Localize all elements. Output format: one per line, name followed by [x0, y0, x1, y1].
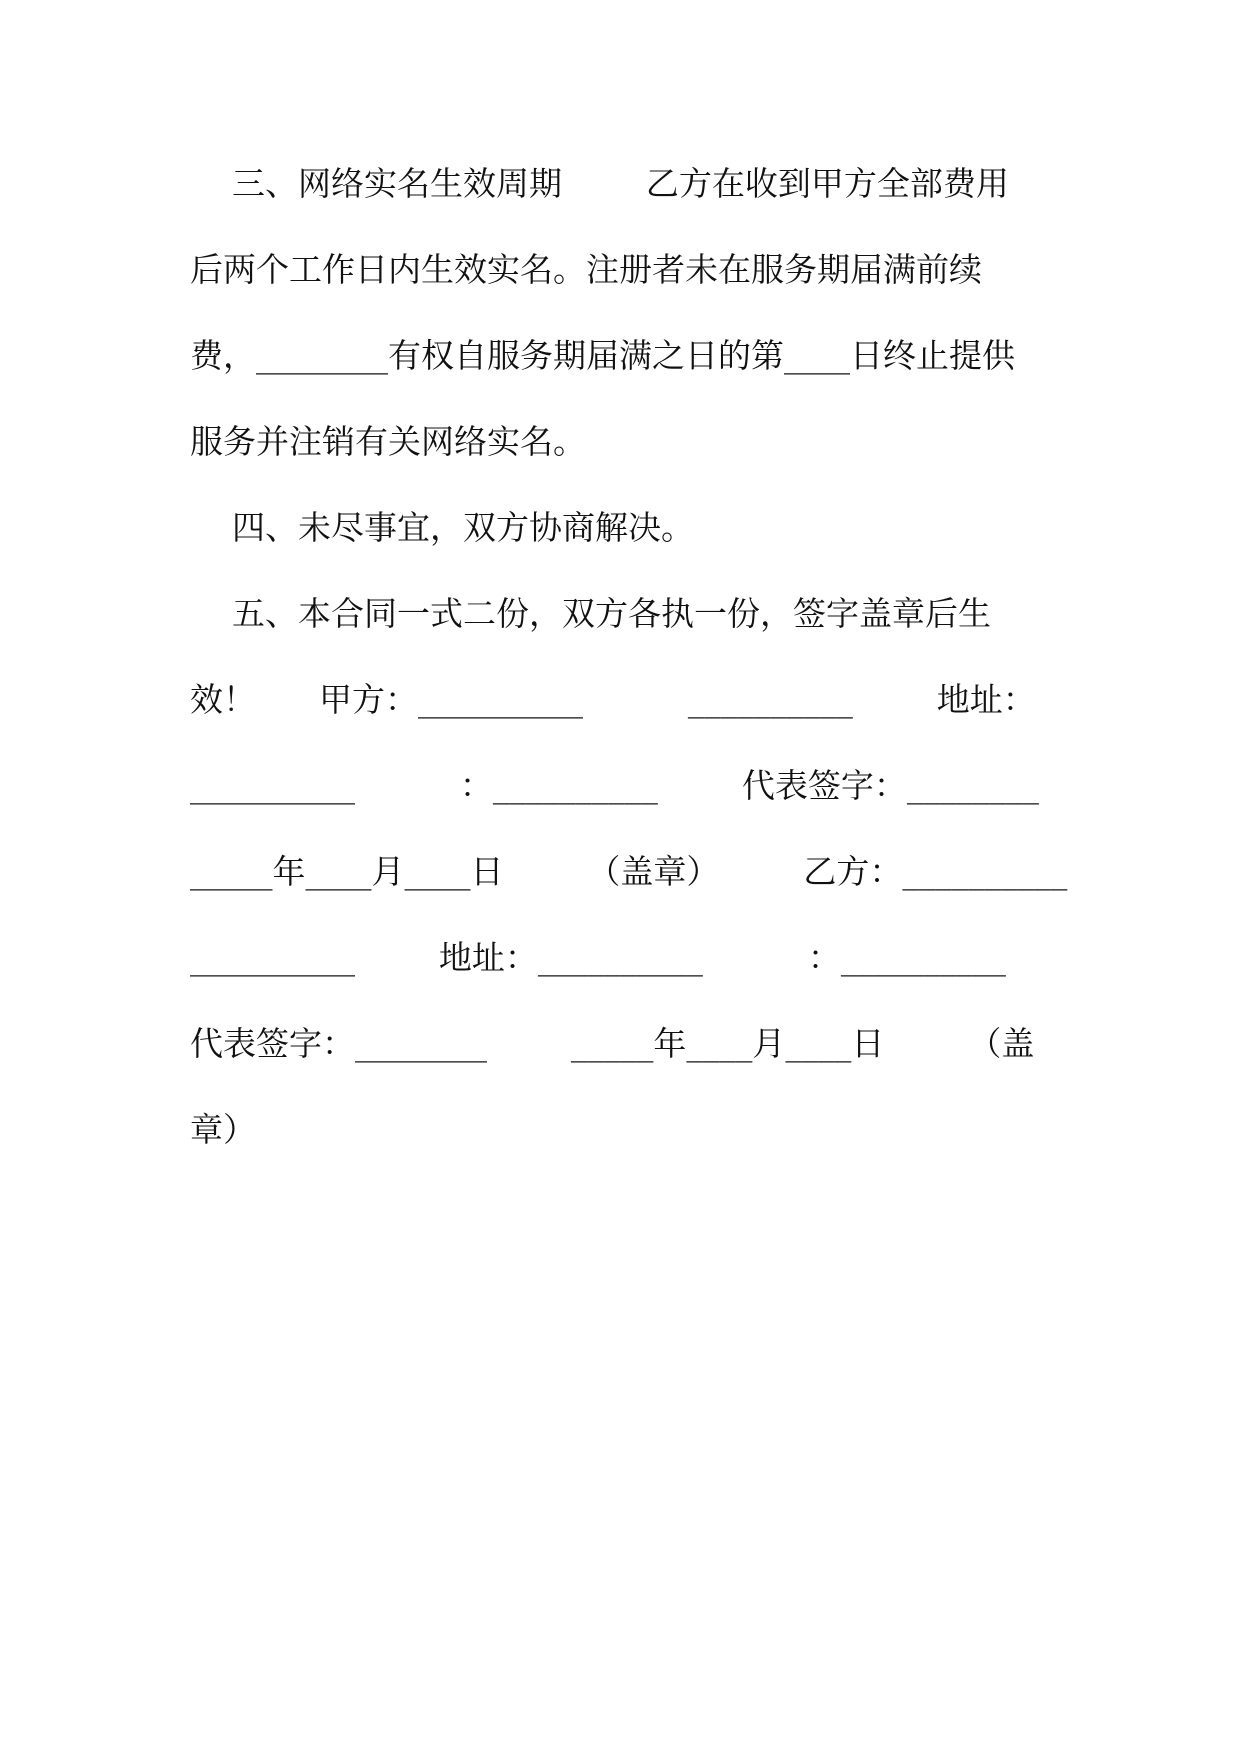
text-line-9: _____年____月____日 （盖章） 乙方：__________: [190, 852, 1068, 891]
text-line-3: 费，________有权自服务期届满之日的第____日终止提供: [190, 336, 1015, 375]
text-line-6: 五、本合同一式二份，双方各执一份，签字盖章后生: [190, 594, 991, 633]
text-line-5: 四、未尽事宜，双方协商解决。: [190, 508, 694, 547]
text-line-11: 代表签字：________ _____年____月____日 （盖: [190, 1024, 1035, 1063]
text-line-4: 服务并注销有关网络实名。: [190, 422, 586, 461]
text-line-8: __________ ：__________ 代表签字：________: [190, 766, 1039, 805]
text-line-1: 三、网络实名生效周期 乙方在收到甲方全部费用: [190, 164, 1009, 203]
text-line-2: 后两个工作日内生效实名。注册者未在服务期届满前续: [190, 250, 982, 289]
text-line-10: __________ 地址：__________ ：__________: [190, 938, 1006, 977]
text-line-7: 效！ 甲方：__________ __________ 地址：: [190, 680, 1036, 719]
text-line-12: 章）: [190, 1110, 256, 1149]
